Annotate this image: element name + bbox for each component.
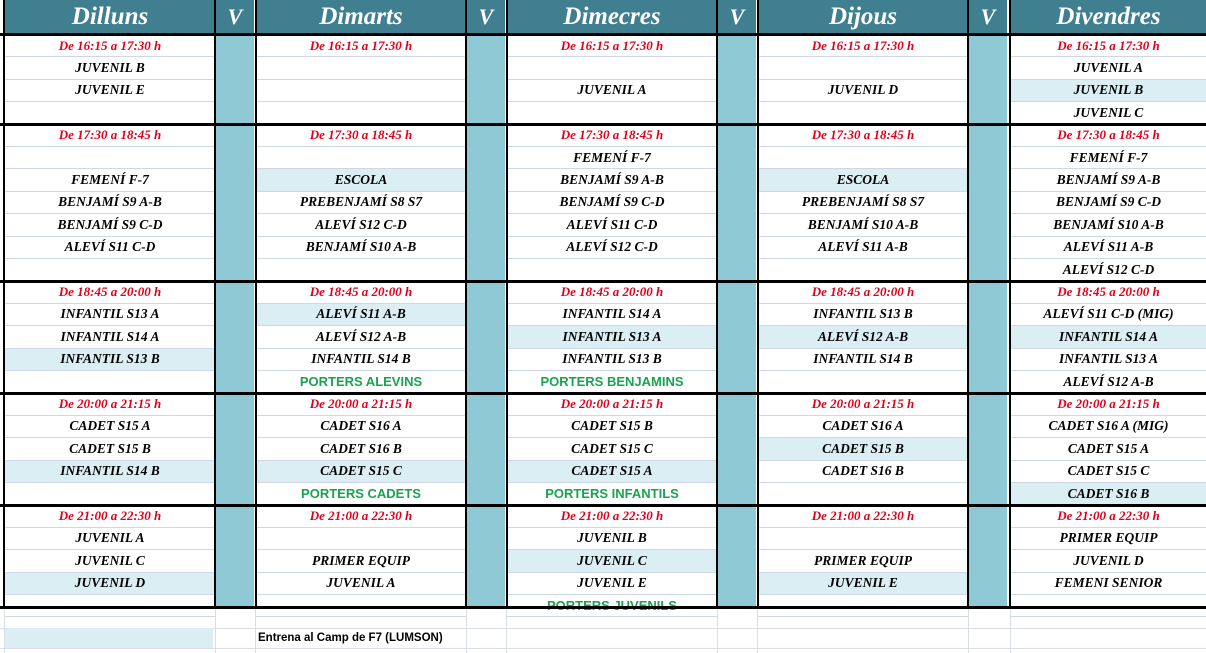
day-header-dilluns: Dilluns: [5, 0, 215, 33]
schedule-cell: BENJAMÍ S9 C-D: [5, 214, 215, 236]
schedule-cell: JUVENIL A: [5, 528, 215, 550]
schedule-cell: [758, 102, 968, 124]
time-slot-label: De 20:00 a 21:15 h: [1011, 393, 1206, 415]
time-slot-label: De 18:45 a 20:00 h: [5, 281, 215, 303]
time-slot-label: De 16:15 a 17:30 h: [758, 35, 968, 57]
time-slot-label: De 17:30 a 18:45 h: [5, 125, 215, 147]
schedule-cell: PREBENJAMÍ S8 S7: [256, 192, 466, 214]
schedule-cell: ALEVÍ S11 C-D: [507, 214, 717, 236]
schedule-cell: CADET S15 B: [5, 438, 215, 460]
schedule-cell: JUVENIL D: [5, 573, 215, 595]
time-slot-label: De 17:30 a 18:45 h: [758, 125, 968, 147]
block-separator: [0, 606, 1206, 609]
column-border: [1009, 0, 1011, 608]
time-slot-label: De 21:00 a 22:30 h: [758, 505, 968, 527]
schedule-cell: BENJAMÍ S9 C-D: [507, 192, 717, 214]
v-column: [969, 33, 1007, 608]
schedule-cell: [5, 102, 215, 124]
schedule-cell: CADET S15 B: [507, 416, 717, 438]
schedule-cell: JUVENIL C: [5, 550, 215, 572]
column-border: [255, 0, 257, 608]
schedule-cell: JUVENIL C: [507, 550, 717, 572]
schedule-cell: [256, 147, 466, 169]
schedule-cell: FEMENÍ F-7: [507, 147, 717, 169]
schedule-cell: BENJAMÍ S10 A-B: [256, 237, 466, 259]
column-border: [506, 0, 508, 608]
schedule-cell: INFANTIL S14 A: [5, 326, 215, 348]
schedule-cell: JUVENIL B: [1011, 80, 1206, 102]
time-slot-label: De 17:30 a 18:45 h: [256, 125, 466, 147]
column-border: [757, 0, 759, 608]
schedule-cell: [5, 147, 215, 169]
schedule-cell: CADET S15 A: [507, 461, 717, 483]
schedule-cell: INFANTIL S14 B: [758, 349, 968, 371]
schedule-cell: [758, 147, 968, 169]
schedule-cell: [256, 259, 466, 281]
time-slot-label: De 20:00 a 21:15 h: [5, 393, 215, 415]
schedule-cell: PRIMER EQUIP: [1011, 528, 1206, 550]
schedule-cell: BENJAMÍ S9 A-B: [1011, 169, 1206, 191]
schedule-cell: [256, 102, 466, 124]
schedule-cell: [5, 483, 215, 505]
schedule-cell: JUVENIL B: [5, 57, 215, 79]
schedule-cell: JUVENIL A: [507, 80, 717, 102]
schedule-cell: CADET S15 C: [256, 461, 466, 483]
column-border: [967, 0, 969, 608]
schedule-cell: JUVENIL C: [1011, 102, 1206, 124]
schedule-cell: ALEVÍ S12 C-D: [256, 214, 466, 236]
block-separator: [0, 392, 1206, 395]
schedule-cell: ALEVÍ S12 C-D: [507, 237, 717, 259]
time-slot-label: De 20:00 a 21:15 h: [256, 393, 466, 415]
schedule-cell: PORTERS ALEVINS: [256, 371, 466, 393]
schedule-cell: [758, 371, 968, 393]
schedule-cell: JUVENIL E: [5, 80, 215, 102]
time-slot-label: De 21:00 a 22:30 h: [256, 505, 466, 527]
schedule-cell: INFANTIL S14 B: [256, 349, 466, 371]
schedule-cell: BENJAMÍ S10 A-B: [758, 214, 968, 236]
schedule-cell: FEMENÍ F-7: [1011, 147, 1206, 169]
schedule-cell: [256, 80, 466, 102]
schedule-cell: ALEVÍ S11 C-D (MIG): [1011, 304, 1206, 326]
column-border: [3, 0, 5, 608]
v-header: V: [969, 0, 1007, 33]
schedule-cell: [758, 483, 968, 505]
schedule-cell: [758, 57, 968, 79]
schedule-cell: PREBENJAMÍ S8 S7: [758, 192, 968, 214]
v-header: V: [467, 0, 505, 33]
schedule-cell: INFANTIL S13 B: [758, 304, 968, 326]
v-header: V: [216, 0, 254, 33]
time-slot-label: De 18:45 a 20:00 h: [758, 281, 968, 303]
time-slot-label: De 18:45 a 20:00 h: [1011, 281, 1206, 303]
legend-text: Entrena al Camp de F7 (LUMSON): [258, 632, 443, 644]
grid-hline: [0, 648, 1206, 649]
schedule-cell: ALEVÍ S11 A-B: [758, 237, 968, 259]
schedule-cell: CADET S16 A: [758, 416, 968, 438]
schedule-cell: CADET S15 C: [507, 438, 717, 460]
v-header: V: [718, 0, 756, 33]
schedule-cell: [5, 371, 215, 393]
schedule-cell: [256, 57, 466, 79]
schedule-cell: BENJAMÍ S9 A-B: [507, 169, 717, 191]
schedule-cell: PORTERS INFANTILS: [507, 483, 717, 505]
schedule-cell: INFANTIL S13 A: [1011, 349, 1206, 371]
day-header-dijous: Dijous: [758, 0, 968, 33]
column-border: [465, 0, 467, 608]
schedule-cell: CADET S15 B: [758, 438, 968, 460]
schedule-cell: CADET S16 B: [758, 461, 968, 483]
column-border: [214, 0, 216, 608]
schedule-cell: FEMENÍ F-7: [5, 169, 215, 191]
schedule-cell: [758, 528, 968, 550]
schedule-cell: ALEVÍ S12 A-B: [256, 326, 466, 348]
schedule-cell: JUVENIL E: [758, 573, 968, 595]
time-slot-label: De 17:30 a 18:45 h: [507, 125, 717, 147]
schedule-cell: ESCOLA: [758, 169, 968, 191]
schedule-cell: CADET S16 B: [256, 438, 466, 460]
schedule-cell: [507, 102, 717, 124]
schedule-cell: ALEVÍ S12 A-B: [1011, 371, 1206, 393]
schedule-cell: CADET S16 A: [256, 416, 466, 438]
schedule-cell: CADET S16 B: [1011, 483, 1206, 505]
schedule-cell: [758, 259, 968, 281]
block-separator: [0, 123, 1206, 126]
schedule-cell: CADET S15 A: [1011, 438, 1206, 460]
schedule-cell: BENJAMÍ S10 A-B: [1011, 214, 1206, 236]
schedule-cell: JUVENIL B: [507, 528, 717, 550]
time-slot-label: De 17:30 a 18:45 h: [1011, 125, 1206, 147]
schedule-cell: ALEVÍ S11 A-B: [1011, 237, 1206, 259]
schedule-cell: CADET S16 A (MIG): [1011, 416, 1206, 438]
schedule-cell: PORTERS CADETS: [256, 483, 466, 505]
schedule-cell: ALEVÍ S11 A-B: [256, 304, 466, 326]
day-header-dimecres: Dimecres: [507, 0, 717, 33]
schedule-cell: [507, 259, 717, 281]
time-slot-label: De 21:00 a 22:30 h: [5, 505, 215, 527]
schedule-cell: INFANTIL S13 B: [507, 349, 717, 371]
schedule-cell: PRIMER EQUIP: [256, 550, 466, 572]
schedule-cell: ESCOLA: [256, 169, 466, 191]
time-slot-label: De 21:00 a 22:30 h: [507, 505, 717, 527]
schedule-cell: ALEVÍ S12 C-D: [1011, 259, 1206, 281]
schedule-cell: PRIMER EQUIP: [758, 550, 968, 572]
schedule-cell: INFANTIL S14 A: [1011, 326, 1206, 348]
schedule-cell: INFANTIL S14 B: [5, 461, 215, 483]
schedule-cell: CADET S15 A: [5, 416, 215, 438]
schedule-cell: [5, 259, 215, 281]
schedule-cell: JUVENIL A: [256, 573, 466, 595]
schedule-cell: JUVENIL E: [507, 573, 717, 595]
time-slot-label: De 16:15 a 17:30 h: [1011, 35, 1206, 57]
time-slot-label: De 16:15 a 17:30 h: [507, 35, 717, 57]
time-slot-label: De 18:45 a 20:00 h: [256, 281, 466, 303]
schedule-cell: INFANTIL S13 A: [507, 326, 717, 348]
time-slot-label: De 21:00 a 22:30 h: [1011, 505, 1206, 527]
block-separator: [0, 504, 1206, 507]
schedule-cell: INFANTIL S13 A: [5, 304, 215, 326]
column-border: [716, 0, 718, 608]
time-slot-label: De 20:00 a 21:15 h: [758, 393, 968, 415]
schedule-cell: JUVENIL A: [1011, 57, 1206, 79]
day-header-divendres: Divendres: [1011, 0, 1206, 33]
schedule-cell: BENJAMÍ S9 C-D: [1011, 192, 1206, 214]
schedule-cell: PORTERS BENJAMINS: [507, 371, 717, 393]
schedule-cell: [256, 528, 466, 550]
time-slot-label: De 20:00 a 21:15 h: [507, 393, 717, 415]
schedule-cell: INFANTIL S13 B: [5, 349, 215, 371]
schedule-cell: [507, 57, 717, 79]
schedule-cell: JUVENIL D: [1011, 550, 1206, 572]
schedule-cell: ALEVÍ S12 A-B: [758, 326, 968, 348]
block-separator: [0, 280, 1206, 283]
schedule-cell: FEMENI SENIOR: [1011, 573, 1206, 595]
v-column: [718, 33, 756, 608]
schedule-cell: JUVENIL D: [758, 80, 968, 102]
schedule-cell: CADET S15 C: [1011, 461, 1206, 483]
day-header-dimarts: Dimarts: [256, 0, 466, 33]
schedule-cell: INFANTIL S14 A: [507, 304, 717, 326]
time-slot-label: De 16:15 a 17:30 h: [256, 35, 466, 57]
v-column: [216, 33, 254, 608]
v-column: [467, 33, 505, 608]
block-separator: [0, 33, 1206, 36]
schedule-cell: BENJAMÍ S9 A-B: [5, 192, 215, 214]
legend-swatch: [5, 628, 213, 648]
time-slot-label: De 18:45 a 20:00 h: [507, 281, 717, 303]
schedule-cell: ALEVÍ S11 C-D: [5, 237, 215, 259]
time-slot-label: De 16:15 a 17:30 h: [5, 35, 215, 57]
